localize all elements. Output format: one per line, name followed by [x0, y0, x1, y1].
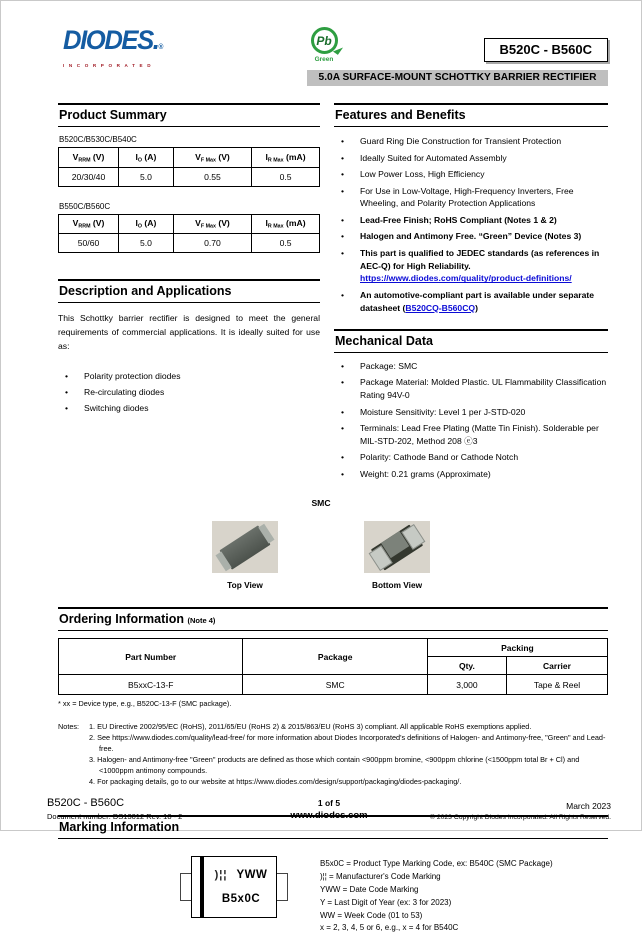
- manufacturer-code-mark-icon: )¦¦: [214, 869, 228, 882]
- note-item: 2. See https://www.diodes.com/quality/lead-free/ for more information about Diodes Incorporated's definitions of Halogen- and Antimony-free, "Green" and Lead-free.: [89, 733, 606, 754]
- section-title-description: Description and Applications: [58, 279, 320, 303]
- description-bullet: • Re-circulating diodes: [58, 386, 320, 399]
- col-header-vrrm: $V_{RRM}$ (V): [59, 148, 119, 167]
- package-top-view-image: [212, 521, 278, 573]
- table-row: [59, 675, 608, 695]
- cell-irmax: 0.5: [252, 234, 320, 253]
- product-summary-table-1: [58, 147, 320, 186]
- section-title-ordering: [58, 607, 608, 631]
- feature-item: [334, 168, 608, 181]
- feature-text: Lead-Free Finish; RoHS Compliant (Notes 1 & 2): [360, 214, 557, 225]
- view-caption: Bottom View: [371, 580, 423, 591]
- pb-free-icon: [311, 27, 338, 54]
- cell-vrrm: 50/60: [59, 234, 119, 253]
- feature-item: [334, 185, 608, 211]
- cell-irmax: 0.5: [252, 167, 320, 186]
- col-header-vfmax: $V_{F Max}$ (V): [173, 214, 251, 233]
- col-header-irmax: $I_{R Max}$ (mA): [252, 214, 320, 233]
- header-right: [307, 27, 608, 86]
- footer-website-link[interactable]: www.diodes.com: [290, 810, 368, 821]
- description-paragraph: This Schottky barrier rectifier is designed to meet the general requirements of commercial applications. It is ideally suited for use as:: [58, 313, 320, 351]
- feature-item: [334, 230, 608, 243]
- mechanical-item: • Weight: 0.21 grams (Approximate): [334, 468, 608, 481]
- table-row: [59, 234, 320, 253]
- ordering-information-section: [1, 607, 641, 708]
- diodes-logo: [63, 27, 185, 86]
- cell-carrier: Tape & Reel: [506, 675, 607, 695]
- col-header-vrrm: $V_{RRM}$ (V): [59, 214, 119, 233]
- marking-information-section: [1, 815, 641, 935]
- footer-doc-number: Document number: DS13012 Rev. 18 - 2: [47, 812, 183, 821]
- note-item: 3. Halogen- and Antimony-free "Green" products are defined as those which contain <900ppm bromine, <900ppm chlorine (<1500ppm total Br + Cl) and <1000ppm antimony compounds.: [89, 755, 580, 776]
- note-item: 4. For packaging details, go to our website at https://www.diodes.com/design/support/packaging/diodes-packaging/.: [89, 777, 462, 787]
- feature-item: [334, 214, 608, 227]
- legend-line: x = 2, 3, 4, 5 or 6, e.g., x = 4 for B540C: [320, 923, 459, 933]
- feature-text: An automotive-compliant part is available under separate datasheet (: [360, 289, 595, 313]
- footer-copyright: © 2023 Copyright Diodes Incorporated. All Rights Reserved.: [429, 814, 611, 821]
- package-views-section: [1, 498, 641, 590]
- cell-part-number: B5xxC-13-F: [59, 675, 243, 695]
- cell-qty: 3,000: [427, 675, 506, 695]
- hyperlink[interactable]: B520CQ-B560CQ: [405, 302, 476, 313]
- feature-text: Guard Ring Die Construction for Transient Protection: [360, 136, 562, 147]
- table-header-row: [59, 148, 320, 167]
- feature-text: Low Power Loss, High Efficiency: [360, 169, 485, 180]
- page-footer: [47, 797, 611, 821]
- mechanical-item: • Package Material: Molded Plastic. UL Flammability Classification Rating 94V-0: [334, 376, 608, 402]
- diodes-logo-wordmark: [63, 27, 179, 61]
- mechanical-item: • Package: SMC: [334, 360, 608, 373]
- mechanical-item: • Polarity: Cathode Band or Cathode Notch: [334, 451, 608, 464]
- feature-text: Ideally Suited for Automated Assembly: [360, 152, 507, 163]
- col-header-packing: Packing: [427, 639, 607, 657]
- leaf-icon: [332, 44, 342, 55]
- col-header-irmax: $I_{R Max}$ (mA): [252, 148, 320, 167]
- cell-vrrm: 20/30/40: [59, 167, 119, 186]
- col-header-package: Package: [243, 639, 427, 675]
- pb-free-green-badge: [307, 27, 341, 63]
- feature-item: [334, 289, 608, 315]
- mechanical-item: • Terminals: Lead Free Plating (Matte Tin Finish). Solderable per MIL-STD-202, Method 208 ⓔ3: [334, 422, 608, 448]
- section-title-marking: Marking Information: [58, 815, 608, 839]
- legend-line: Y = Last Digit of Year (ex: 3 for 2023): [320, 897, 452, 907]
- feature-item: [334, 135, 608, 148]
- table-header-row: [59, 639, 608, 657]
- col-header-carrier: Carrier: [506, 657, 607, 675]
- package-top-view: [212, 521, 278, 590]
- section-title-product-summary: Product Summary: [58, 103, 320, 127]
- left-column: [58, 103, 320, 484]
- mechanical-item: • Moisture Sensitivity: Level 1 per J-STD-020: [334, 406, 608, 419]
- features-list: [334, 135, 608, 314]
- feature-item: [334, 247, 608, 286]
- cathode-band: [199, 857, 204, 917]
- notes-section: [1, 722, 641, 788]
- summary-table-caption: B520C/B530C/B540C: [59, 135, 137, 145]
- footer-page-number: 1 of 5: [317, 798, 341, 808]
- note-item: 1. EU Directive 2002/95/EC (RoHS), 2011/65/EU (RoHS 2) & 2015/863/EU (RoHS 3) compliant. All applicable RoHS exemptions applied.: [89, 722, 532, 732]
- notes-list: [89, 722, 608, 788]
- summary-table-caption: B550C/B560C: [59, 201, 111, 211]
- col-header-io: $I_O$ (A): [119, 148, 174, 167]
- feature-text: Halogen and Antimony Free. “Green” Device (Notes 3): [360, 231, 582, 242]
- footer-date: March 2023: [566, 801, 611, 811]
- marking-legend: [320, 856, 553, 935]
- green-label: Green: [314, 56, 334, 63]
- legend-line: YWW = Date Code Marking: [320, 885, 419, 895]
- feature-text: For Use in Low-Voltage, High-Frequency Inverters, Free Wheeling, and Polarity Protection Applications: [360, 185, 574, 209]
- cell-vfmax: 0.70: [173, 234, 251, 253]
- date-code-mark: YWW: [236, 869, 268, 882]
- col-header-qty: Qty.: [427, 657, 506, 675]
- pb-symbol: Pb: [316, 33, 332, 48]
- legend-line: )¦¦ = Manufacturer's Code Marking: [320, 872, 441, 882]
- cell-vfmax: 0.55: [173, 167, 251, 186]
- mechanical-list: [334, 360, 608, 481]
- package-bottom-view: [364, 521, 430, 590]
- table-row: [59, 167, 320, 186]
- footer-part-range: B520C - B560C: [47, 797, 125, 809]
- page-header: [1, 27, 641, 86]
- table-header-row: [59, 214, 320, 233]
- product-summary-table-2: [58, 214, 320, 253]
- brand-subtitle: INCORPORATED: [63, 63, 156, 68]
- section-title-mechanical: Mechanical Data: [334, 329, 608, 353]
- package-name-label: SMC: [311, 498, 331, 509]
- ordering-title-text: Ordering Information: [59, 612, 184, 627]
- feature-item: [334, 152, 608, 165]
- feature-text: ): [475, 302, 478, 313]
- marking-diagram: [180, 856, 288, 918]
- ordering-table: [58, 638, 608, 695]
- description-bullet: • Polarity protection diodes: [58, 370, 320, 383]
- cell-package: SMC: [243, 675, 427, 695]
- part-marking-code: B5x0C: [221, 893, 261, 906]
- description-bullet-list: [58, 370, 320, 416]
- ordering-title-note: (Note 4): [187, 616, 216, 626]
- ordering-footnote: * xx = Device type, e.g., B520C-13-F (SMC package).: [58, 699, 232, 709]
- brand-text: DIODES.: [63, 25, 159, 55]
- right-column: [334, 103, 608, 484]
- notes-label: Notes:: [58, 722, 80, 732]
- package-outline: [191, 856, 277, 918]
- col-header-part-number: Part Number: [59, 639, 243, 675]
- cell-io: 5.0: [119, 234, 174, 253]
- main-columns: [1, 103, 641, 484]
- feature-text: This part is qualified to JEDEC standards (as references in AEC-Q) for High Reliability.: [360, 247, 600, 271]
- col-header-vfmax: $V_{F Max}$ (V): [173, 148, 251, 167]
- part-number-range-box: B520C - B560C: [484, 38, 609, 62]
- view-caption: Top View: [227, 580, 263, 591]
- package-bottom-view-image: [364, 521, 430, 573]
- product-title-banner: 5.0A SURFACE-MOUNT SCHOTTKY BARRIER RECTIFIER: [307, 70, 608, 86]
- col-header-io: $I_O$ (A): [119, 214, 174, 233]
- legend-line: WW = Week Code (01 to 53): [320, 910, 423, 920]
- description-bullet: • Switching diodes: [58, 402, 320, 415]
- registered-mark-icon: ®: [158, 44, 164, 51]
- section-title-features: Features and Benefits: [334, 103, 608, 127]
- legend-line: B5x0C = Product Type Marking Code, ex: B540C (SMC Package): [320, 859, 553, 869]
- hyperlink[interactable]: https://www.diodes.com/quality/product-definitions/: [360, 273, 572, 284]
- cell-io: 5.0: [119, 167, 174, 186]
